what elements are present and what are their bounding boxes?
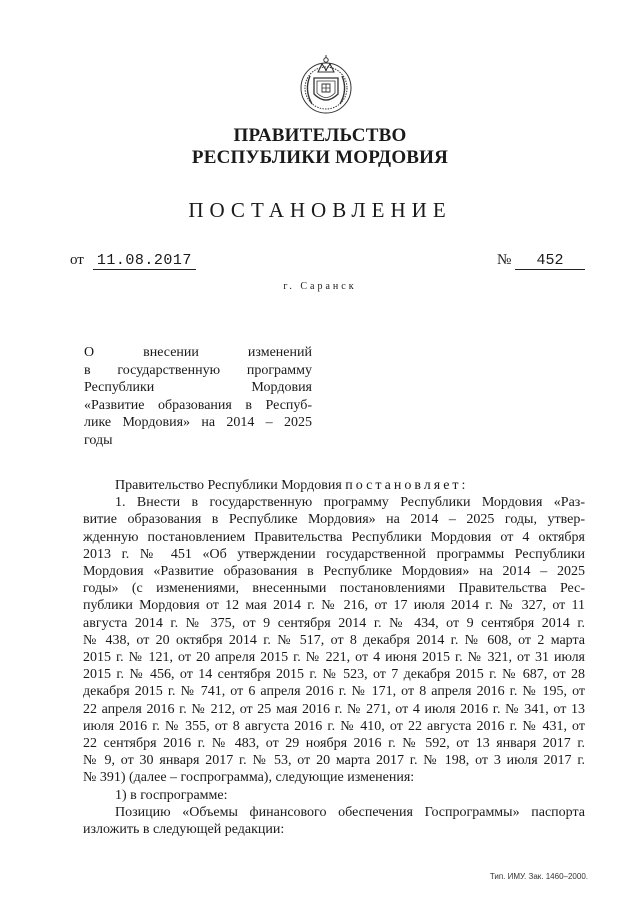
subject-line: в государственную программу: [84, 362, 312, 378]
document-subject: [84, 344, 312, 449]
body-line: 2015 г. № 456, от 14 сентября 2015 г. № 523, от 7 декабря 2015 г. № 687, от 28: [83, 667, 585, 683]
body-line: Мордовия «Развитие образования в Республике Мордовия» на 2014 – 2025: [83, 564, 585, 580]
body-line: 2015 г. № 121, от 20 апреля 2015 г. № 221, от 4 июня 2015 г. № 321, от 31 июля: [83, 650, 585, 666]
body-line: изложить в следующей редакции:: [83, 822, 285, 838]
body-line: июля 2016 г. № 355, от 8 августа 2016 г. № 410, от 22 августа 2016 г. № 431, от: [83, 718, 585, 734]
body-line: 1) в госпрограмме:: [115, 787, 228, 803]
government-title-line2: РЕСПУБЛИКИ МОРДОВИЯ: [191, 147, 449, 168]
government-title-line1: ПРАВИТЕЛЬСТВО: [233, 125, 407, 146]
document-number: [497, 252, 585, 270]
body-line: 2013 г. № 451 «Об утверждении государственной программы Республики: [83, 546, 585, 562]
intro-text: Правительство Республики Мордовия: [115, 478, 342, 493]
document-type-title: ПОСТАНОВЛЕНИЕ: [188, 198, 452, 222]
body-line: № 391) (далее – госпрограмма), следующие изменения:: [83, 770, 415, 786]
body-line: августа 2014 г. № 375, от 9 сентября 2014 г. № 434, от 9 сентября 2014 г.: [83, 615, 585, 631]
coat-of-arms-icon: [298, 50, 354, 116]
city-name: г. Саранск: [283, 281, 357, 292]
subject-line: «Развитие образования в Респуб-: [84, 397, 312, 413]
body-line: жденную постановлением Правительства Республики Мордовия от 4 октября: [83, 529, 585, 545]
document-date: [70, 252, 196, 270]
body-line: витие образования в Республике Мордовия» на 2014 – 2025 годы, утвер-: [83, 512, 585, 528]
subject-line: годы: [84, 432, 113, 448]
number-label: №: [497, 252, 512, 268]
body-line: № 9, от 30 января 2017 г. № 53, от 20 марта 2017 г. № 198, от 3 июля 2017 г.: [83, 753, 585, 769]
body-line: 22 апреля 2016 г. № 212, от 25 мая 2016 г. № 271, от 4 июля 2016 г. № 341, от 13: [83, 701, 585, 717]
body-line: Позицию «Объемы финансового обеспечения Госпрограммы» паспорта: [115, 804, 585, 820]
body-line: 22 сентября 2016 г. № 483, от 29 ноября 2016 г. № 592, от 13 января 2017 г.: [83, 736, 585, 752]
date-label: от: [70, 252, 84, 268]
print-note: Тип. ИМУ. Зак. 1460–2000.: [489, 872, 588, 881]
body-line: годы» (с изменениями, внесенными постановлениями Правительства Рес-: [83, 581, 585, 597]
number-value: 452: [515, 252, 585, 270]
body-line: 1. Внести в государственную программу Республики Мордовия «Раз-: [115, 495, 585, 511]
body-line: декабря 2015 г. № 741, от 6 апреля 2016 г. № 171, от 8 апреля 2016 г. № 195, от: [83, 684, 585, 700]
body-line: публики Мордовия от 12 мая 2014 г. № 216, от 17 июля 2014 г. № 327, от 11: [83, 598, 585, 614]
intro-line: [83, 477, 585, 494]
subject-line: Республики Мордовия: [84, 380, 312, 395]
subject-line: лике Мордовия» на 2014 – 2025: [84, 415, 312, 430]
document-body: [83, 477, 585, 838]
body-line: № 438, от 20 октября 2014 г. № 517, от 8 декабря 2014 г. № 608, от 2 марта: [83, 632, 585, 648]
intro-verb: постановляет:: [345, 478, 469, 493]
date-value: 11.08.2017: [93, 252, 196, 270]
subject-line: О внесении изменений: [84, 345, 312, 360]
